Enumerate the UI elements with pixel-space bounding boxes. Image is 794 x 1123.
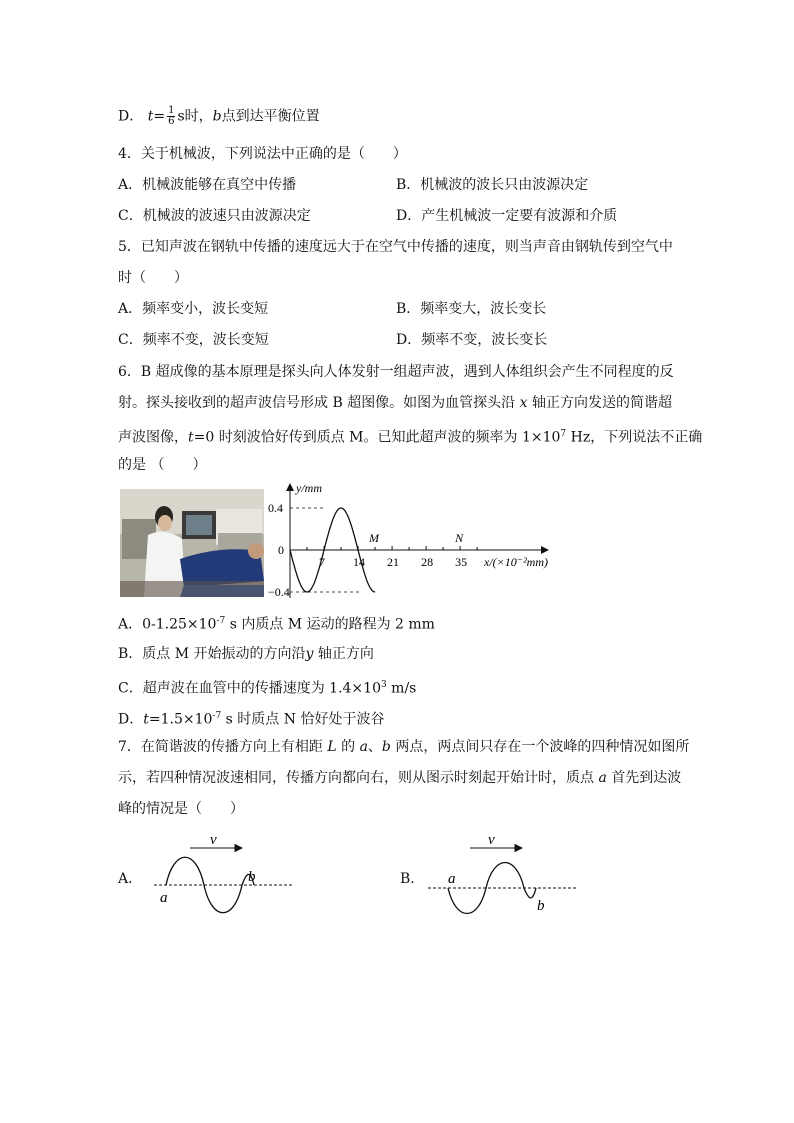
q5-stem-line2: 时（ ） xyxy=(118,270,188,286)
ymin-label: −0.4 xyxy=(268,585,290,599)
q4-stem: 4．关于机械波，下列说法中正确的是（ ） xyxy=(118,146,407,162)
q5-option-a: A．频率变小，波长变短 xyxy=(118,301,269,317)
q6-stem-line3: 声波图像，t=0 时刻波恰好传到质点 M。已知此超声波的频率为 $1\times 10^7$ Hz，下列说法不正确 xyxy=(118,429,703,446)
origin-label: 0 xyxy=(278,543,284,557)
q6-option-b: B．质点 M 开始振动的方向沿y 轴正方向 xyxy=(118,646,374,662)
x-tick-label: 21 xyxy=(387,555,400,569)
q6-stem-line4: 的是 （ ） xyxy=(118,457,207,473)
v-label: v xyxy=(210,832,217,848)
x-tick-label: 14 xyxy=(353,555,366,569)
q6-stem-line1: 6．B 超成像的基本原理是探头向人体发射一组超声波，遇到人体组织会产生不同程度的反 xyxy=(118,364,674,380)
y-axis-label: y/mm xyxy=(296,481,322,495)
q4-option-c: C．机械波的波速只由波源决定 xyxy=(118,208,311,224)
q7-figure-a xyxy=(150,826,300,922)
point-a-label: a xyxy=(448,871,456,887)
q6-option-c: C．超声波在血管中的传播速度为 $1.4\times 10^3$ m/s xyxy=(118,680,417,697)
point-a-label: a xyxy=(160,890,168,906)
q7-stem-line2: 示，若四种情况波速相同，传播方向都向右，则从图示时刻起开始计时，质点 a 首先到达波 xyxy=(118,770,682,786)
ultrasound-exam-photo xyxy=(120,489,264,597)
q4-option-b: B．机械波的波长只由波源决定 xyxy=(396,177,589,193)
x-tick-label: 35 xyxy=(455,555,468,569)
wave-graph xyxy=(264,478,560,604)
q6-option-a: A．$0-1.25\times 10^{-7}$ s 内质点 M 运动的路程为 2 mm xyxy=(118,616,435,633)
ymax-label: 0.4 xyxy=(268,501,283,515)
point-n-label: N xyxy=(455,531,464,545)
q7-fig-a-label: A． xyxy=(118,871,143,887)
var-t: t xyxy=(147,108,154,125)
q7-fig-b-label: B． xyxy=(400,871,425,887)
q3-option-d: D． t= $\frac{1}{6}$ s时，b点到达平衡位置 xyxy=(118,105,320,127)
q5-option-d: D．频率不变，波长变长 xyxy=(396,332,548,348)
q6-option-d: D．$t=1.5\times 10^{-7}$ s 时质点 N 恰好处于波谷 xyxy=(118,711,385,728)
point-b-label: b xyxy=(537,898,545,914)
q4-option-a: A．机械波能够在真空中传播 xyxy=(118,177,297,193)
q5-option-b: B．频率变大，波长变长 xyxy=(396,301,547,317)
q7-figure-b xyxy=(426,826,578,922)
x-tick-label: 7 xyxy=(319,555,326,569)
x-axis-label: x/(×10⁻²mm) xyxy=(484,555,549,569)
q7-stem-line3: 峰的情况是（ ） xyxy=(118,801,244,817)
point-m-label: M xyxy=(369,531,380,545)
q5-stem-line1: 5．已知声波在钢轨中传播的速度远大于在空气中传播的速度，则当声音由钢轨传到空气中 xyxy=(118,239,673,255)
q5-option-c: C．频率不变，波长变短 xyxy=(118,332,269,348)
q4-option-d: D．产生机械波一定要有波源和介质 xyxy=(396,208,618,224)
x-tick-label: 28 xyxy=(421,555,434,569)
wave-curve-b xyxy=(448,863,536,914)
x-ticks xyxy=(307,546,477,569)
fraction: $\frac{1}{6}$ xyxy=(168,105,175,127)
q7-stem-line1: 7．在简谐波的传播方向上有相距 L 的 a、b 两点，两点间只存在一个波峰的四种情况如图所 xyxy=(118,739,690,755)
v-label: v xyxy=(488,832,495,848)
q6-stem-line2: 射。探头接收到的超声波信号形成 B 超图像。如图为血管探头沿 x 轴正方向发送的简谐超 xyxy=(118,395,672,411)
point-b-label: b xyxy=(248,869,256,885)
